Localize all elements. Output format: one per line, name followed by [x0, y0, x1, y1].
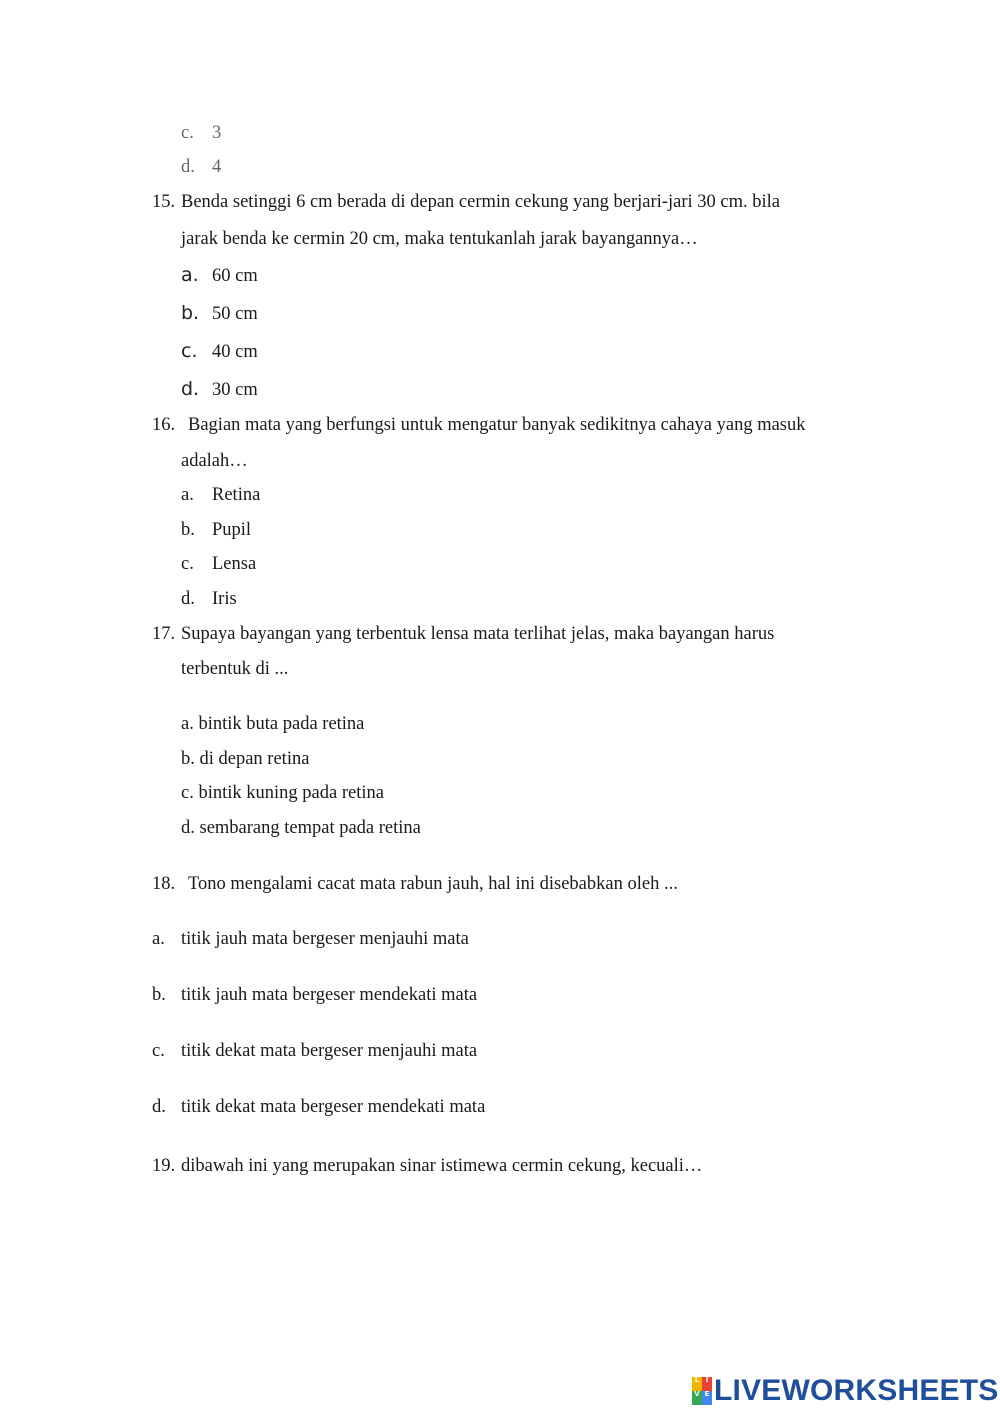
logo-icon-cell-l: L: [692, 1377, 702, 1391]
q16-option-c-text: Lensa: [212, 554, 257, 574]
q16-text-line1: Bagian mata yang berfungsi untuk mengatur banyak sedikitnya cahaya yang masuk: [188, 415, 806, 435]
q16-number: 16.: [152, 415, 176, 435]
q19-number: 19.: [152, 1156, 176, 1176]
q18-text-line1: Tono mengalami cacat mata rabun jauh, hal ini disebabkan oleh ...: [188, 874, 678, 894]
logo-icon-cell-v: V: [692, 1391, 702, 1405]
q17-text-line2: terbentuk di ...: [181, 659, 289, 679]
logo-icon-cell-i: I: [702, 1377, 712, 1391]
q14-option-c-letter: c.: [181, 123, 194, 143]
q14-option-c-text: 3: [212, 123, 222, 143]
q18-option-c-text: titik dekat mata bergeser menjauhi mata: [181, 1041, 478, 1061]
q14-option-d-letter: d.: [181, 157, 195, 177]
logo-icon-cell-e: E: [702, 1391, 712, 1405]
q18-option-c-letter: c.: [152, 1041, 165, 1061]
q16-option-b-letter: b.: [181, 520, 195, 540]
q15-option-a-text: 60 cm: [212, 266, 258, 286]
q15-option-c-text: 40 cm: [212, 342, 258, 362]
liveworksheets-logo-icon: [692, 1377, 712, 1405]
q17-option-a: a. bintik buta pada retina: [181, 714, 365, 734]
q18-option-d-letter: d.: [152, 1097, 166, 1117]
q17-text-line1: Supaya bayangan yang terbentuk lensa mata terlihat jelas, maka bayangan harus: [181, 624, 775, 644]
q15-option-a-letter: a.: [181, 264, 199, 286]
q19-text-line1: dibawah ini yang merupakan sinar istimewa cermin cekung, kecuali…: [181, 1156, 703, 1176]
q15-option-d-text: 30 cm: [212, 380, 258, 400]
q16-option-c-letter: c.: [181, 554, 194, 574]
q16-text-line2: adalah…: [181, 451, 248, 471]
q16-option-a-text: Retina: [212, 485, 261, 505]
q16-option-d-letter: d.: [181, 589, 195, 609]
q18-option-b-text: titik jauh mata bergeser mendekati mata: [181, 985, 478, 1005]
q14-option-d-text: 4: [212, 157, 222, 177]
q15-text-line1: Benda setinggi 6 cm berada di depan cermin cekung yang berjari-jari 30 cm. bila: [181, 192, 780, 212]
liveworksheets-logo-text: LIVEWORKSHEETS: [714, 1374, 999, 1407]
q15-option-b-text: 50 cm: [212, 304, 258, 324]
q18-option-b-letter: b.: [152, 985, 166, 1005]
q15-option-b-letter: b.: [181, 302, 200, 324]
liveworksheets-logo: [692, 1374, 999, 1408]
q18-option-d-text: titik dekat mata bergeser mendekati mata: [181, 1097, 486, 1117]
q18-option-a-letter: a.: [152, 929, 165, 949]
q15-text-line2: jarak benda ke cermin 20 cm, maka tentukanlah jarak bayangannya…: [181, 229, 698, 249]
q16-option-d-text: Iris: [212, 589, 237, 609]
q18-number: 18.: [152, 874, 176, 894]
q15-option-d-letter: d.: [181, 378, 200, 400]
q18-option-a-text: titik jauh mata bergeser menjauhi mata: [181, 929, 469, 949]
q16-option-a-letter: a.: [181, 485, 194, 505]
q17-option-b: b. di depan retina: [181, 749, 310, 769]
q15-number: 15.: [152, 192, 176, 212]
q17-option-c: c. bintik kuning pada retina: [181, 783, 384, 803]
q17-number: 17.: [152, 624, 176, 644]
q15-option-c-letter: c.: [181, 340, 198, 362]
q17-option-d: d. sembarang tempat pada retina: [181, 818, 421, 838]
q16-option-b-text: Pupil: [212, 520, 252, 540]
